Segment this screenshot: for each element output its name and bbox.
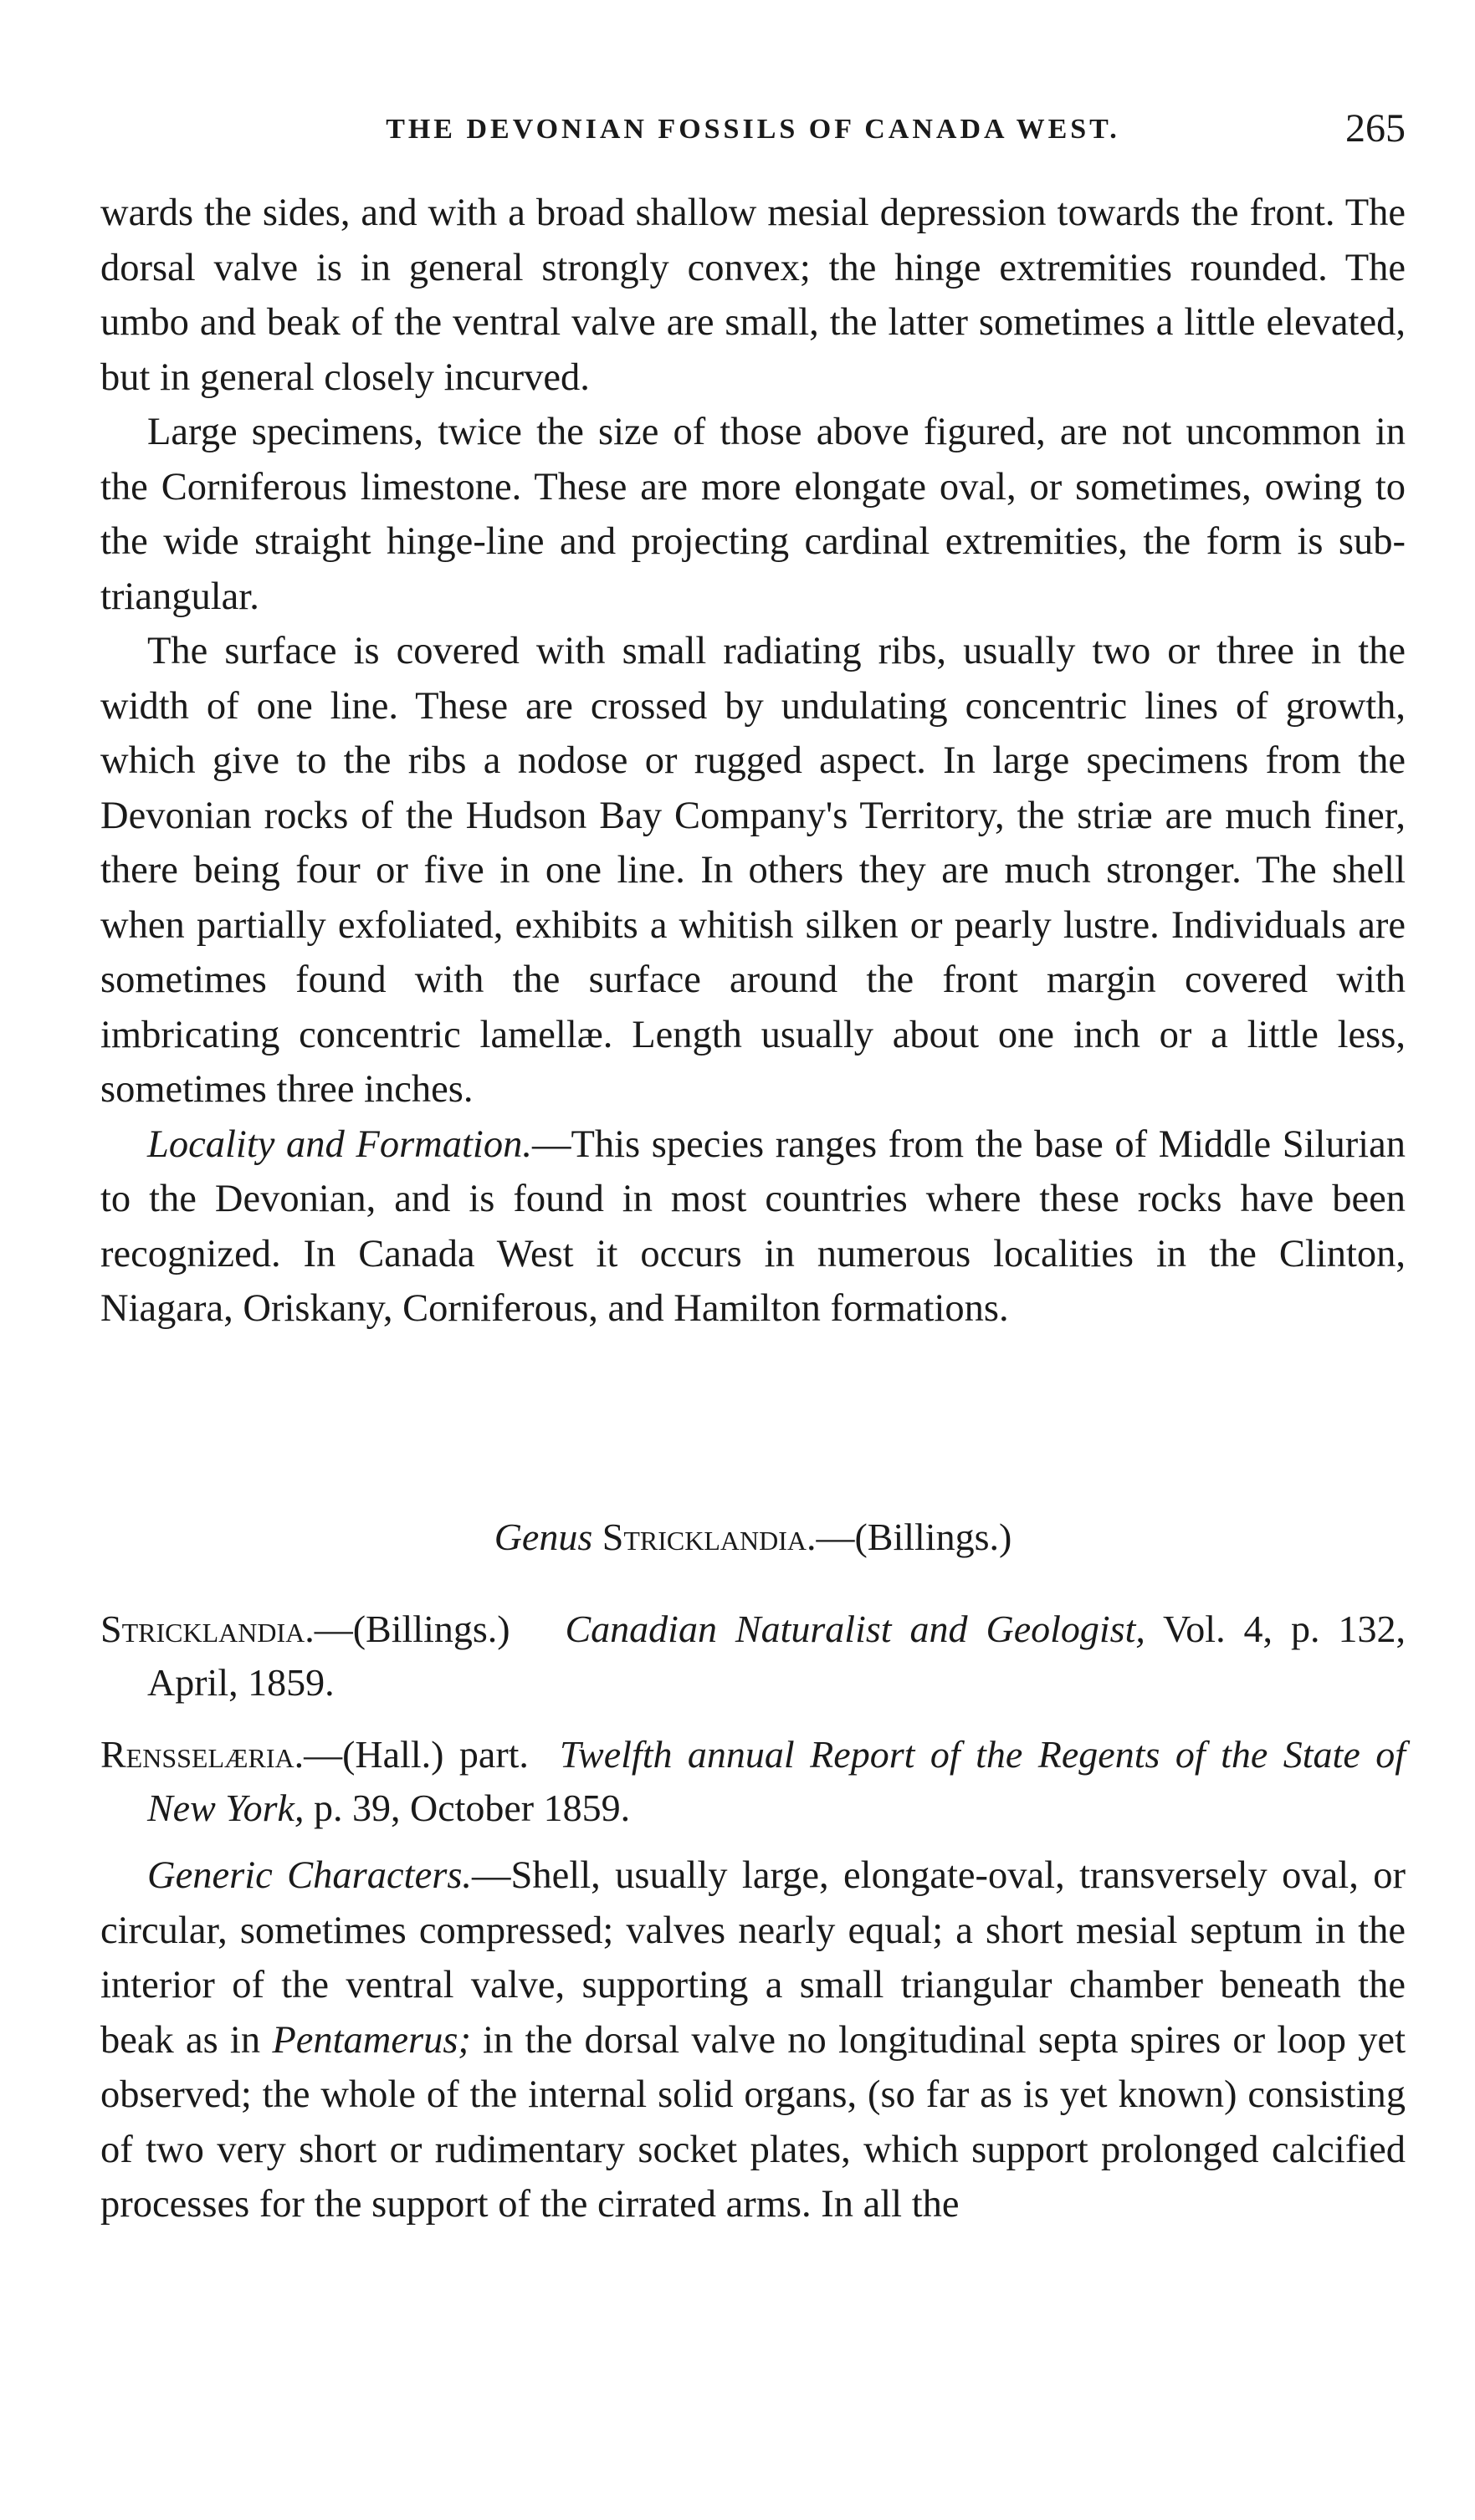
body-text-bottom [100, 1848, 1406, 2232]
paragraph-locality [100, 1117, 1406, 1337]
synonym-details: p. 39, October 1859. [304, 1786, 631, 1829]
running-head [100, 99, 1406, 166]
synonym-details: Vol. 4, p. 132, April, 1859. [147, 1608, 1406, 1704]
paragraph-continued: wards the sides, and with a broad shallow mesial depression towards the front. The dorsal valve is in general strongly convex; the hinge extremities rounded. The umbo and beak of the ventral valve are small, the latter sometimes a little elevated, but in general closely incurved. [100, 192, 1406, 399]
synonymy-entry [100, 1728, 1406, 1835]
paragraph-surface: The surface is covered with small radiating ribs, usually two or three in the width of one line. These are crossed by undulating concentric lines of growth, which give to the ribs a nodose or rugged aspect. In large specimens from the Devonian rocks of the Hudson Bay Company's Territory, the striæ are much finer, there being four or five in one line. In others they are much stronger. The shell when partially exfoliated, exhibits a whitish silken or pearly lustre. Individuals are sometimes found with the surface around the front margin covered with imbricating concentric lamellæ. Length usually about one inch or a little less, sometimes three inches. [100, 630, 1406, 1111]
locality-text: —This species ranges from the base of Middle Silurian to the Devonian, and is found in most countries where these rocks have been recognized. In Canada West it occurs in numerous localities in the Clinton, Niagara, Oriskany, Corniferous, and Hamilton formations. [100, 1122, 1406, 1330]
generic-text-1: —Shell, usually large, elongate-oval, transversely oval, or circular, sometimes compressed; valves nearly equal; a short mesial septum in the interior of the ventral valve, supporting a small triangular chamber beneath the beak as in [100, 1854, 1406, 2062]
genus-name: Stricklandia [602, 1516, 807, 1558]
synonym-author: .—(Hall.) part. [294, 1733, 529, 1776]
running-title: THE DEVONIAN FOSSILS OF CANADA WEST. [386, 114, 1120, 145]
synonym-work: Canadian Naturalist and Geologist, [565, 1608, 1145, 1650]
genus-heading [100, 1512, 1406, 1562]
locality-label: Locality and Formation. [147, 1122, 532, 1166]
synonym-work: Twelfth annual Report of the Regents of the State of New York, [147, 1733, 1406, 1829]
synonym-name: Rensselæria [100, 1733, 294, 1776]
paragraph-large-specimens: Large specimens, twice the size of those above figured, are not uncommon in the Corniferous limestone. These are more elongate oval, or sometimes, owing to the wide straight hinge-line and projecting cardinal extremities, the form is sub-triangular. [100, 411, 1406, 618]
body-text-top [100, 186, 1406, 1337]
generic-text-2: in the dorsal valve no longitudinal septa spires or loop yet observed; the whole of the internal solid organs, (so far as is yet known) consisting of two very short or rudimentary socket plates, which support prolonged calcified processes for the support of the cirrated arms. In all the [100, 2018, 1406, 2226]
page-number: 265 [1345, 106, 1406, 151]
genus-author: .—(Billings.) [806, 1516, 1012, 1558]
synonymy-entry [100, 1602, 1406, 1710]
generic-label: Generic Characters. [147, 1854, 473, 1897]
paragraph-generic-characters [100, 1848, 1406, 2232]
genus-word: Genus [494, 1516, 593, 1558]
synonym-name: Stricklandia [100, 1608, 305, 1650]
synonym-author: .—(Billings.) [305, 1608, 510, 1650]
synonymy-list [100, 1602, 1406, 1835]
generic-taxon: Pentamerus; [272, 2018, 471, 2062]
